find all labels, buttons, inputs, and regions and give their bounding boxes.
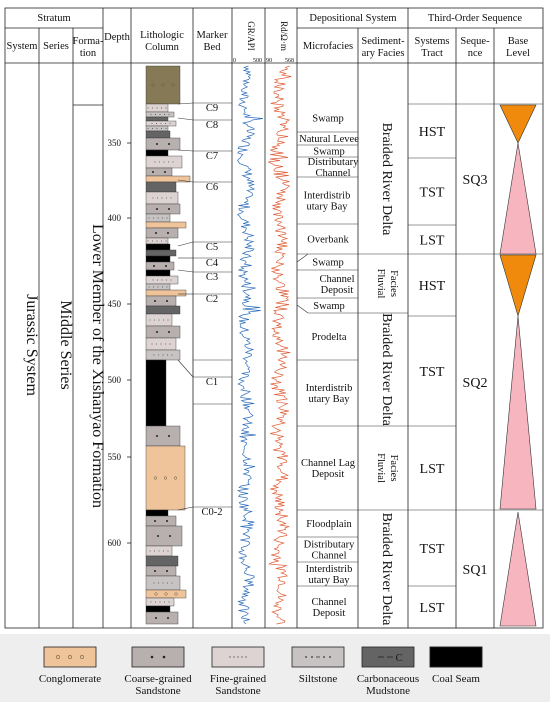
header-formation: Forma-tion xyxy=(72,36,104,59)
silt-dot xyxy=(311,656,313,658)
legend-label: Conglomerate xyxy=(38,673,102,685)
fine-grain-dot xyxy=(155,162,156,163)
silt-dot xyxy=(323,656,325,658)
gr-scale-max: 500 xyxy=(253,58,262,64)
fine-grain-dot xyxy=(157,198,158,199)
coal-seam-swatch xyxy=(430,647,482,685)
coarse-grain-dot xyxy=(168,435,170,437)
fine-grain-dot xyxy=(153,280,154,281)
microfacies-label: Overbank xyxy=(307,234,349,246)
sedimentary-facies-label: Braided River Delta xyxy=(379,122,394,236)
marker-bed-label: C9 xyxy=(205,103,219,114)
fine-grain-dot xyxy=(237,656,238,657)
coarse-grain-dot xyxy=(153,265,155,267)
systems-tract-label: HST xyxy=(418,279,446,294)
marker-leader-line xyxy=(178,242,193,246)
lith-bed xyxy=(146,590,186,598)
coarse-grain-dot xyxy=(163,656,166,659)
marker-bed-label: C3 xyxy=(205,272,219,283)
header-base-level: Base Level xyxy=(506,36,530,59)
legend-label: Carbonaceous xyxy=(356,673,420,685)
marker-leader-line xyxy=(178,360,193,377)
lithologic-column xyxy=(146,66,190,624)
fine-grain-dot xyxy=(172,583,173,584)
fine-grain-dot xyxy=(155,114,156,115)
lith-bed xyxy=(146,526,182,546)
microfacies-label: Swamp xyxy=(312,257,344,269)
microfacies-label: Swamp xyxy=(313,301,345,312)
coal-band xyxy=(434,651,478,663)
microfacies-label: Interdistrib xyxy=(303,190,351,202)
marker-bed-label: C2 xyxy=(205,294,219,305)
systems-tract-label: LST xyxy=(419,233,445,249)
tst-triangle xyxy=(500,316,536,509)
coarse-grain-dot xyxy=(156,331,158,333)
microfacies-label: utary Bay xyxy=(308,575,350,586)
lith-bed xyxy=(146,250,176,256)
lith-bed xyxy=(146,306,180,314)
fine-grain-dot xyxy=(162,218,163,219)
microfacies-label: Deposit xyxy=(312,608,346,619)
coarse-grain-dot xyxy=(154,520,156,522)
coarse-sandstone-swatch-box xyxy=(132,647,184,667)
fine-grain-dot xyxy=(166,280,167,281)
conglomerate-swatch xyxy=(39,647,101,685)
depth-tick-label: 350 xyxy=(107,138,121,148)
carbonaceous-mudstone-swatch xyxy=(357,647,419,697)
base-level-column xyxy=(500,105,536,626)
lith-bed xyxy=(146,150,168,156)
fine-grain-dot xyxy=(159,162,160,163)
sequence-label: SQ3 xyxy=(462,173,488,188)
sedimentary-facies-label: Fluvial xyxy=(375,453,386,483)
lith-bed xyxy=(146,244,170,250)
fine-grain-dot xyxy=(163,583,164,584)
microfacies-label: Channel xyxy=(311,597,347,608)
fine-grain-dot xyxy=(162,287,163,288)
fine-grain-dot xyxy=(152,108,153,109)
header-marker-bed: Marker Bed xyxy=(196,30,228,53)
marker-leader-line xyxy=(178,150,193,151)
lith-bed xyxy=(146,516,176,526)
depth-tick-label: 500 xyxy=(107,375,121,385)
fine-grain-dot xyxy=(152,241,153,242)
fine-grain-dot xyxy=(160,602,161,603)
coarse-grain-dot xyxy=(168,331,170,333)
fine-grain-dot xyxy=(159,320,160,321)
systems-tract-column xyxy=(408,125,456,628)
silt-dot xyxy=(305,656,307,658)
lith-bed xyxy=(146,446,185,510)
coarse-grain-dot xyxy=(157,535,159,537)
sedimentary-facies-column xyxy=(358,123,408,628)
fine-grain-dot xyxy=(157,280,158,281)
marker-leader-line xyxy=(178,103,193,104)
fine-grain-dot xyxy=(229,656,230,657)
coarse-grain-dot xyxy=(151,656,154,659)
fine-grain-dot xyxy=(161,108,162,109)
fine-grain-dot xyxy=(149,287,150,288)
fine-grain-dot xyxy=(150,320,151,321)
fine-grain-dot xyxy=(159,551,160,552)
fine-grain-dot xyxy=(152,344,153,345)
fine-grain-dot xyxy=(169,602,170,603)
microfacies-label: Interdistrib xyxy=(305,383,353,394)
header-third-order-sequence: Third-Order Sequence xyxy=(427,13,523,24)
microfacies-label: utary Bay xyxy=(306,201,348,213)
lith-bed xyxy=(146,270,170,276)
rd-scale-max: 568 xyxy=(285,58,294,64)
marker-bed-label: C8 xyxy=(205,120,219,131)
fine-grain-dot xyxy=(156,344,157,345)
fine-grain-dot xyxy=(161,241,162,242)
coarse-grain-dot xyxy=(156,435,158,437)
fine-grain-dot xyxy=(167,583,168,584)
lith-bed xyxy=(146,360,166,426)
header-microfacies: Microfacies xyxy=(302,41,354,52)
lith-bed xyxy=(146,612,178,624)
fine-grain-dot xyxy=(163,551,164,552)
coarse-grain-dot xyxy=(168,143,170,145)
fine-grain-dot xyxy=(173,162,174,163)
gr-scale-min: 0 xyxy=(233,58,236,64)
fine-grain-dot xyxy=(233,656,234,657)
hst-triangle xyxy=(500,105,536,143)
sedimentary-facies-label: Fluvial xyxy=(375,268,386,299)
microfacies-label: Interdistrib xyxy=(305,564,353,575)
tst-triangle xyxy=(500,143,536,254)
sedimentary-facies-label: Facies xyxy=(388,454,399,482)
coarse-grain-dot xyxy=(165,265,167,267)
fine-grain-dot xyxy=(164,114,165,115)
fine-grain-dot xyxy=(171,198,172,199)
header-sedimentary-facies: Sediment-ary Facies xyxy=(361,36,405,59)
silt-dot xyxy=(329,656,331,658)
legend-graphic xyxy=(0,634,550,702)
lith-bed xyxy=(146,66,180,104)
coarse-grain-dot xyxy=(169,535,171,537)
marker-bed-label: C7 xyxy=(205,151,219,162)
lith-bed xyxy=(146,556,178,566)
fine-grain-dot xyxy=(157,241,158,242)
lith-bed xyxy=(146,296,176,306)
microfacies-label: Distributary xyxy=(307,157,359,168)
fine-grain-dot xyxy=(152,123,153,124)
lith-bed xyxy=(146,117,168,121)
fine-grain-dot xyxy=(154,551,155,552)
fine-grain-dot xyxy=(164,602,165,603)
microfacies-bracket xyxy=(297,254,308,313)
fine-grain-dot xyxy=(157,108,158,109)
microfacies-column xyxy=(297,114,359,629)
fine-grain-dot xyxy=(166,241,167,242)
fine-grain-dot xyxy=(149,218,150,219)
legend-label: Sandstone xyxy=(215,685,261,697)
lith-bed xyxy=(146,606,170,612)
fine-grain-dot xyxy=(245,656,246,657)
marker-bed-label: C6 xyxy=(205,182,219,193)
microfacies-label: Channel xyxy=(315,168,351,179)
fine-grain-dot xyxy=(152,128,153,129)
lith-bed xyxy=(146,510,168,516)
header-series: Series xyxy=(43,41,69,52)
fine-grain-dot xyxy=(153,218,154,219)
header-depositional-system: Depositional System xyxy=(309,13,397,24)
fine-grain-dot xyxy=(157,128,158,129)
depth-tick-label: 450 xyxy=(107,299,121,309)
fine-sandstone-swatch xyxy=(210,647,267,697)
legend xyxy=(0,634,550,702)
legend-label: Fine-grained xyxy=(209,673,267,685)
fine-grain-dot xyxy=(167,355,168,356)
depth-tick-label: 550 xyxy=(107,452,121,462)
fine-grain-dot xyxy=(166,108,167,109)
marker-leader-line xyxy=(178,118,193,120)
marker-bed-label: C5 xyxy=(205,242,219,253)
coarse-grain-dot xyxy=(164,171,166,173)
depth-tick-label: 400 xyxy=(107,213,121,223)
coarse-grain-dot xyxy=(166,300,168,302)
depth-tick-label: 600 xyxy=(107,538,121,548)
fine-grain-dot xyxy=(151,114,152,115)
legend-label: Mudstone xyxy=(366,685,410,697)
gr-log-curve xyxy=(238,66,264,624)
fine-grain-dot xyxy=(161,344,162,345)
coarse-grain-dot xyxy=(166,570,168,572)
coarse-grain-dot xyxy=(152,171,154,173)
sedimentary-facies-label: Facies xyxy=(388,270,399,297)
stratum-system: Jurassic System xyxy=(23,294,40,396)
coarse-grain-dot xyxy=(167,232,169,234)
coarse-grain-dot xyxy=(155,617,157,619)
lith-bed xyxy=(146,138,180,150)
lith-bed xyxy=(146,228,178,238)
lith-bed xyxy=(146,168,172,176)
legend-label: Coal Seam xyxy=(432,673,480,685)
fine-grain-dot xyxy=(168,162,169,163)
sedimentary-facies-label: Braided River Delta xyxy=(379,313,394,426)
fine-grain-dot xyxy=(148,108,149,109)
marker-bed-label: C0-2 xyxy=(201,507,223,518)
systems-tract-label: LST xyxy=(419,462,445,477)
microfacies-label: Deposit xyxy=(311,469,345,480)
lith-bed xyxy=(146,290,186,296)
fine-grain-dot xyxy=(169,114,170,115)
fine-grain-dot xyxy=(151,602,152,603)
depth-axis xyxy=(108,138,132,548)
sedimentary-facies-label: Braided River Delta xyxy=(379,512,394,626)
fine-grain-dot xyxy=(167,287,168,288)
microfacies-label: Floodplain xyxy=(306,519,352,530)
fine-grain-dot xyxy=(153,198,154,199)
fine-grain-dot xyxy=(153,287,154,288)
microfacies-label: Prodelta xyxy=(311,332,347,343)
coarse-grain-dot xyxy=(154,570,156,572)
header-system: System xyxy=(6,41,38,52)
fine-grain-dot xyxy=(158,287,159,288)
fine-grain-dot xyxy=(166,198,167,199)
siltstone-swatch xyxy=(292,647,344,685)
fine-grain-dot xyxy=(166,128,167,129)
microfacies-label: Swamp xyxy=(312,113,344,125)
systems-tract-label: LST xyxy=(419,601,445,616)
systems-tract-label: TST xyxy=(419,365,445,380)
fine-grain-dot xyxy=(163,320,164,321)
fine-grain-dot xyxy=(158,218,159,219)
fine-grain-dot xyxy=(156,123,157,124)
systems-tract-label: TST xyxy=(419,542,445,557)
lith-bed xyxy=(146,131,170,138)
legend-label: Sandstone xyxy=(135,685,181,697)
stratum-series: Middle Series xyxy=(57,300,74,390)
microfacies-label: utary Bay xyxy=(308,394,350,405)
hst-triangle xyxy=(500,255,536,316)
conglomerate-swatch-box xyxy=(44,647,96,667)
fine-grain-dot xyxy=(162,198,163,199)
microfacies-label: Natural Levee xyxy=(299,134,359,145)
coarse-grain-dot xyxy=(167,617,169,619)
coarse-grain-dot xyxy=(166,520,168,522)
header-rd: Rd/Ω·m xyxy=(279,21,289,51)
header-sequence: Seque-nce xyxy=(460,36,490,59)
fine-grain-dot xyxy=(158,583,159,584)
fine-grain-dot xyxy=(154,320,155,321)
microfacies-label: Swamp xyxy=(313,146,345,158)
fine-grain-dot xyxy=(170,344,171,345)
fine-grain-dot xyxy=(160,114,161,115)
microfacies-label: Channel Lag xyxy=(301,458,355,469)
tst-triangle xyxy=(500,512,536,626)
microfacies-label: Channel xyxy=(319,274,355,285)
fine-grain-dot xyxy=(164,162,165,163)
coarse-grain-dot xyxy=(156,208,158,210)
fine-grain-dot xyxy=(163,355,164,356)
systems-tract-label: TST xyxy=(419,185,445,201)
fine-grain-dot xyxy=(161,123,162,124)
fine-grain-dot xyxy=(154,355,155,356)
fine-grain-dot xyxy=(167,218,168,219)
header-stratum: Stratum xyxy=(37,13,71,24)
rd-log-curve xyxy=(268,66,291,624)
fine-grain-dot xyxy=(162,280,163,281)
sequence-label: SQ1 xyxy=(462,563,488,578)
fine-grain-dot xyxy=(171,280,172,281)
coarse-grain-dot xyxy=(155,232,157,234)
fine-grain-dot xyxy=(165,123,166,124)
coarse-grain-dot xyxy=(154,300,156,302)
header-depth: Depth xyxy=(104,32,130,43)
sequence-label: SQ2 xyxy=(462,376,488,391)
lith-bed xyxy=(146,256,170,262)
fine-grain-dot xyxy=(168,551,169,552)
fine-grain-dot xyxy=(150,551,151,552)
fine-grain-dot xyxy=(158,355,159,356)
fine-grain-dot xyxy=(170,123,171,124)
fine-grain-dot xyxy=(172,355,173,356)
microfacies-label: Channel xyxy=(311,550,347,562)
marker-bed-label: C4 xyxy=(205,258,219,269)
lith-bed xyxy=(146,204,180,214)
lith-bed xyxy=(146,426,180,446)
coarse-sandstone-swatch xyxy=(124,647,192,697)
rd-scale-min: 90 xyxy=(266,58,272,64)
lith-bed xyxy=(146,566,176,576)
fine-grain-dot xyxy=(168,320,169,321)
fine-grain-dot xyxy=(241,656,242,657)
stratum-formation: Lower Member of the Xishanyao Formation xyxy=(89,224,106,508)
header-lithologic-column: Lithologic Column xyxy=(140,30,184,53)
fine-grain-dot xyxy=(165,344,166,345)
marker-bed-label: C1 xyxy=(205,377,219,388)
coarse-grain-dot xyxy=(168,208,170,210)
mudstone-c-mark: C xyxy=(395,653,403,664)
microfacies-label: Deposit xyxy=(320,285,354,296)
fine-grain-dot xyxy=(154,583,155,584)
fine-grain-dot xyxy=(148,128,149,129)
lith-bed xyxy=(146,182,176,192)
lith-bed xyxy=(146,222,186,228)
lith-bed xyxy=(146,262,174,270)
header-gr: GR/API xyxy=(246,21,256,51)
fine-grain-dot xyxy=(155,602,156,603)
lith-bed xyxy=(146,326,180,338)
microfacies-label: Distributary xyxy=(303,539,355,551)
lith-bed xyxy=(146,176,190,182)
systems-tract-label: HST xyxy=(418,125,446,140)
header-systems-tract: Systems Tract xyxy=(414,36,450,59)
coarse-grain-dot xyxy=(156,143,158,145)
fine-grain-dot xyxy=(161,128,162,129)
legend-label: Coarse-grained xyxy=(124,673,192,685)
fine-grain-dot xyxy=(148,241,149,242)
marker-leader-line xyxy=(178,270,193,272)
legend-label: Siltstone xyxy=(298,673,338,685)
marker-beds xyxy=(178,103,232,518)
